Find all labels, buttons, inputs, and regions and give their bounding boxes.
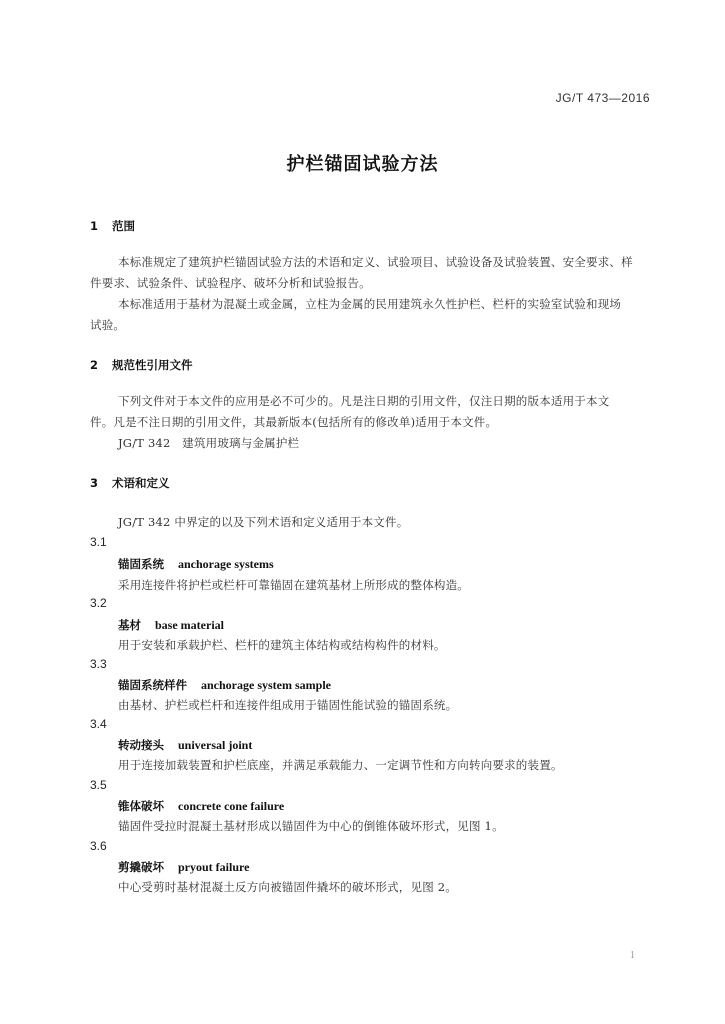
term-cn: 锚固系统样件 (118, 678, 187, 692)
term-cn: 剪撬破坏 (118, 860, 164, 874)
section-title: 规范性引用文件 (112, 358, 193, 372)
section-1-heading (90, 218, 135, 234)
term-en: pryout failure (178, 860, 250, 874)
section-title: 术语和定义 (112, 476, 170, 490)
term-en: universal joint (178, 738, 253, 752)
term-number: 3.1 (90, 535, 107, 549)
section-number: 2 (90, 358, 99, 372)
paragraph-line: 下列文件对于本文件的应用是必不可少的。凡是注日期的引用文件，仅注日期的版本适用于本文 (118, 394, 610, 408)
paragraph-line: 件要求、试验条件、试验程序、破坏分析和试验报告。 (90, 276, 371, 290)
section-number: 1 (90, 219, 99, 233)
paragraph-line: 本标准适用于基材为混凝土或金属，立柱为金属的民用建筑永久性护栏、栏杆的实验室试验和现场 (118, 297, 622, 311)
term-cn: 锚固系统 (118, 557, 164, 571)
section-3-heading (90, 475, 170, 491)
term-definition: 锚固件受拉时混凝土基材形成以锚固件为中心的倒锥体破坏形式，见图 1。 (118, 819, 504, 833)
term-number: 3.2 (90, 596, 107, 610)
term-number: 3.5 (90, 778, 107, 792)
term-definition: 用于安装和承载护栏、栏杆的建筑主体结构或结构构件的材料。 (118, 638, 446, 652)
term-definition: 用于连接加载装置和护栏底座，并满足承载能力、一定调节性和方向转向要求的装置。 (118, 758, 563, 772)
term-number: 3.6 (90, 839, 107, 853)
paragraph-line: 试验。 (90, 318, 126, 332)
term-heading (118, 617, 224, 633)
term-en: base material (155, 618, 224, 632)
page-number: 1 (630, 950, 635, 961)
term-en: concrete cone failure (178, 799, 285, 813)
term-definition: 采用连接件将护栏或栏杆可靠锚固在建筑基材上所形成的整体构造。 (118, 578, 469, 592)
paragraph-line: 本标准规定了建筑护栏锚固试验方法的术语和定义、试验项目、试验设备及试验装置、安全要求、样 (118, 255, 633, 269)
term-heading (118, 737, 252, 753)
reference-item: JG/T 342 建筑用玻璃与金属护栏 (118, 436, 300, 450)
term-number: 3.4 (90, 717, 107, 731)
term-number: 3.3 (90, 657, 107, 671)
term-definition: 中心受剪时基材混凝土反方向被锚固件撬坏的破坏形式，见图 2。 (118, 880, 457, 894)
paragraph-line: 件。凡是不注日期的引用文件，其最新版本(包括所有的修改单)适用于本文件。 (90, 415, 498, 429)
term-cn: 转动接头 (118, 738, 164, 752)
term-heading (118, 677, 331, 693)
term-en: anchorage systems (178, 557, 274, 571)
section-number: 3 (90, 476, 99, 490)
term-heading (118, 798, 284, 814)
term-cn: 基材 (118, 618, 141, 632)
term-cn: 锥体破坏 (118, 799, 164, 813)
section-title: 范围 (112, 219, 135, 233)
document-title: 护栏锚固试验方法 (286, 154, 439, 175)
term-heading (118, 859, 249, 875)
section-intro: JG/T 342 中界定的以及下列术语和定义适用于本文件。 (118, 515, 409, 529)
term-en: anchorage system sample (201, 678, 331, 692)
term-heading (118, 556, 274, 572)
standard-code: JG/T 473—2016 (555, 91, 650, 105)
term-definition: 由基材、护栏或栏杆和连接件组成用于锚固性能试验的锚固系统。 (118, 698, 458, 712)
section-2-heading (90, 357, 193, 373)
